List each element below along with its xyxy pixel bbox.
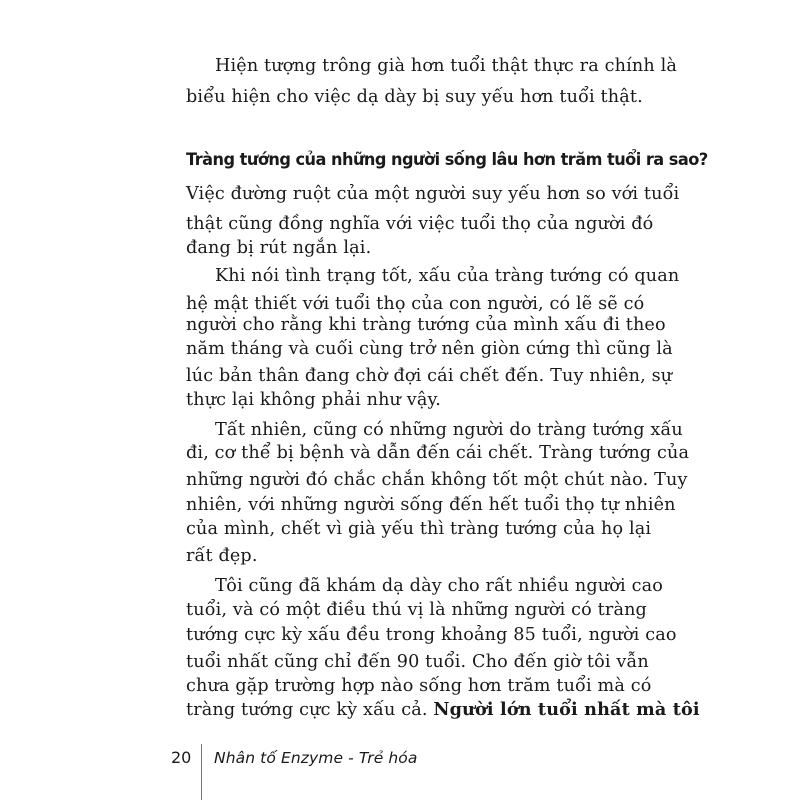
text-line: tuổi nhất cũng chỉ đến 90 tuổi. Cho đến giờ tôi vẫn [186, 652, 649, 672]
text-line: Tất nhiên, cũng có những người do tràng tướng xấu [215, 420, 683, 440]
text-line: đi, cơ thể bị bệnh và dẫn đến cái chết. Tràng tướng của [186, 443, 690, 463]
text-line: năm tháng và cuối cùng trở nên giòn cứng thì cũng là [186, 339, 673, 359]
text-line: của mình, chết vì già yếu thì tràng tướng của họ lại [186, 519, 652, 539]
text-line: Tôi cũng đã khám dạ dày cho rất nhiều người cao [215, 576, 663, 596]
text-line: lúc bản thân đang chờ đợi cái chết đến. Tuy nhiên, sự [186, 366, 673, 386]
text-line: rất đẹp. [186, 546, 258, 566]
text-line: Việc đường ruột của một người suy yếu hơn so với tuổi [186, 184, 680, 204]
text-line: thực lại không phải như vậy. [186, 390, 441, 410]
text-line: chưa gặp trường hợp nào sống hơn trăm tuổi mà có [186, 676, 652, 696]
footer-divider [201, 744, 202, 800]
text-line: những người đó chắc chắn không tốt một chút nào. Tuy [186, 470, 688, 490]
text-line: người cho rằng khi tràng tướng của mình xấu đi theo [186, 315, 666, 335]
page-number: 20 [171, 748, 192, 767]
text-segment: tràng tướng cực kỳ xấu cả. [186, 700, 428, 720]
text-line: biểu hiện cho việc dạ dày bị suy yếu hơn tuổi thật. [186, 87, 643, 107]
text-line: tướng cực kỳ xấu đều trong khoảng 85 tuổi, người cao [186, 625, 677, 645]
text-line: thật cũng đồng nghĩa với việc tuổi thọ của người đó [186, 214, 654, 234]
text-line: nhiên, với những người sống đến hết tuổi thọ tự nhiên [186, 495, 676, 515]
text-line: hệ mật thiết với tuổi thọ của con người, có lẽ sẽ có [186, 294, 645, 314]
text-line-mixed [186, 699, 700, 721]
running-title: Nhân tố Enzyme - Trẻ hóa [214, 749, 418, 767]
text-line: Hiện tượng trông già hơn tuổi thật thực ra chính là [215, 56, 678, 76]
text-line: đang bị rút ngắn lại. [186, 238, 372, 258]
bold-text-segment: Người lớn tuổi nhất mà tôi [433, 699, 700, 720]
text-line: Khi nói tình trạng tốt, xấu của tràng tướng có quan [215, 266, 680, 286]
section-heading: Tràng tướng của những người sống lâu hơn trăm tuổi ra sao? [186, 150, 708, 170]
text-line: tuổi, và có một điều thú vị là những người có tràng [186, 600, 647, 620]
